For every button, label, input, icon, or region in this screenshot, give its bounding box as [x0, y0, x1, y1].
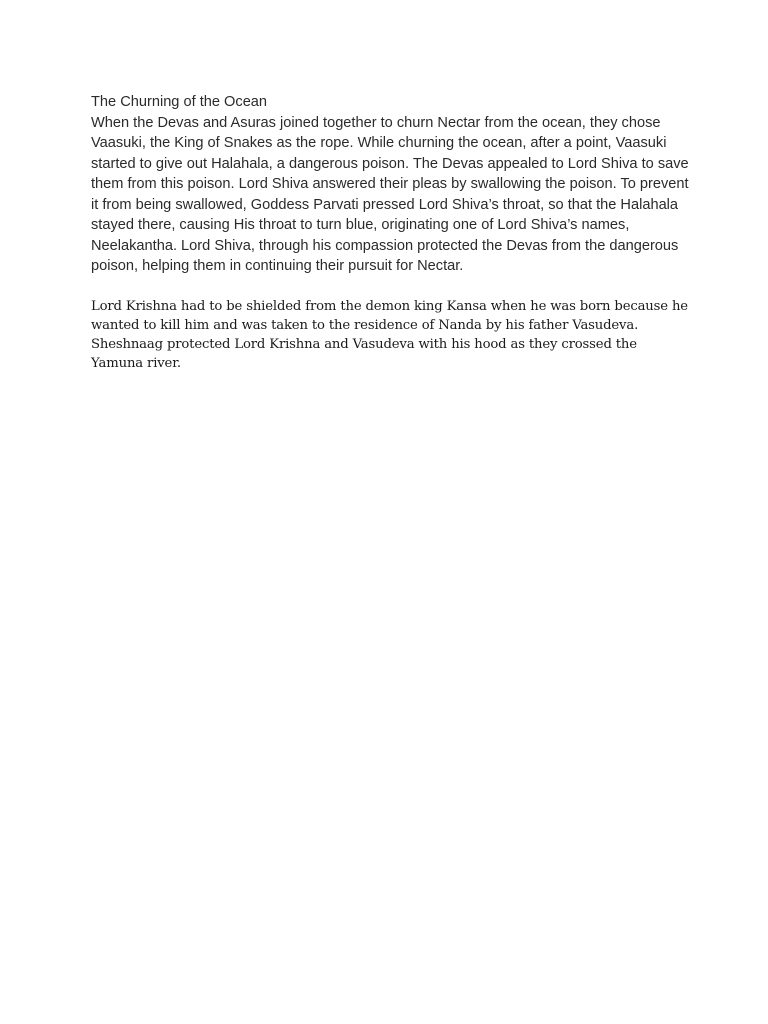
section-heading: The Churning of the Ocean: [91, 94, 268, 110]
churning-section: [91, 92, 691, 277]
paragraph-krishna: Lord Krishna had to be shielded from the demon king Kansa when he was born because he wanted to kill him and was taken to the residence of Nanda by his father Vasudeva. Sheshnaag protected Lord Krishna and Vasudeva with his hood as they crossed the Yamuna river.: [91, 298, 688, 371]
paragraph-churning: When the Devas and Asuras joined together to churn Nectar from the ocean, they chose Vaasuki, the King of Snakes as the rope. While churning the ocean, after a point, Vaasuki started to give out Halahala, a dangerous poison. The Devas appealed to Lord Shiva to save them from this poison. Lord Shiva answered their pleas by swallowing the poison. To prevent it from being swallowed, Goddess Parvati pressed Lord Shiva’s throat, so that the Halahala stayed there, causing His throat to turn blue, originating one of Lord Shiva’s names, Neelakantha. Lord Shiva, through his compassion protected the Devas from the dangerous poison, helping them in continuing their pursuit for Nectar.: [91, 114, 689, 274]
document-body: [91, 92, 691, 373]
